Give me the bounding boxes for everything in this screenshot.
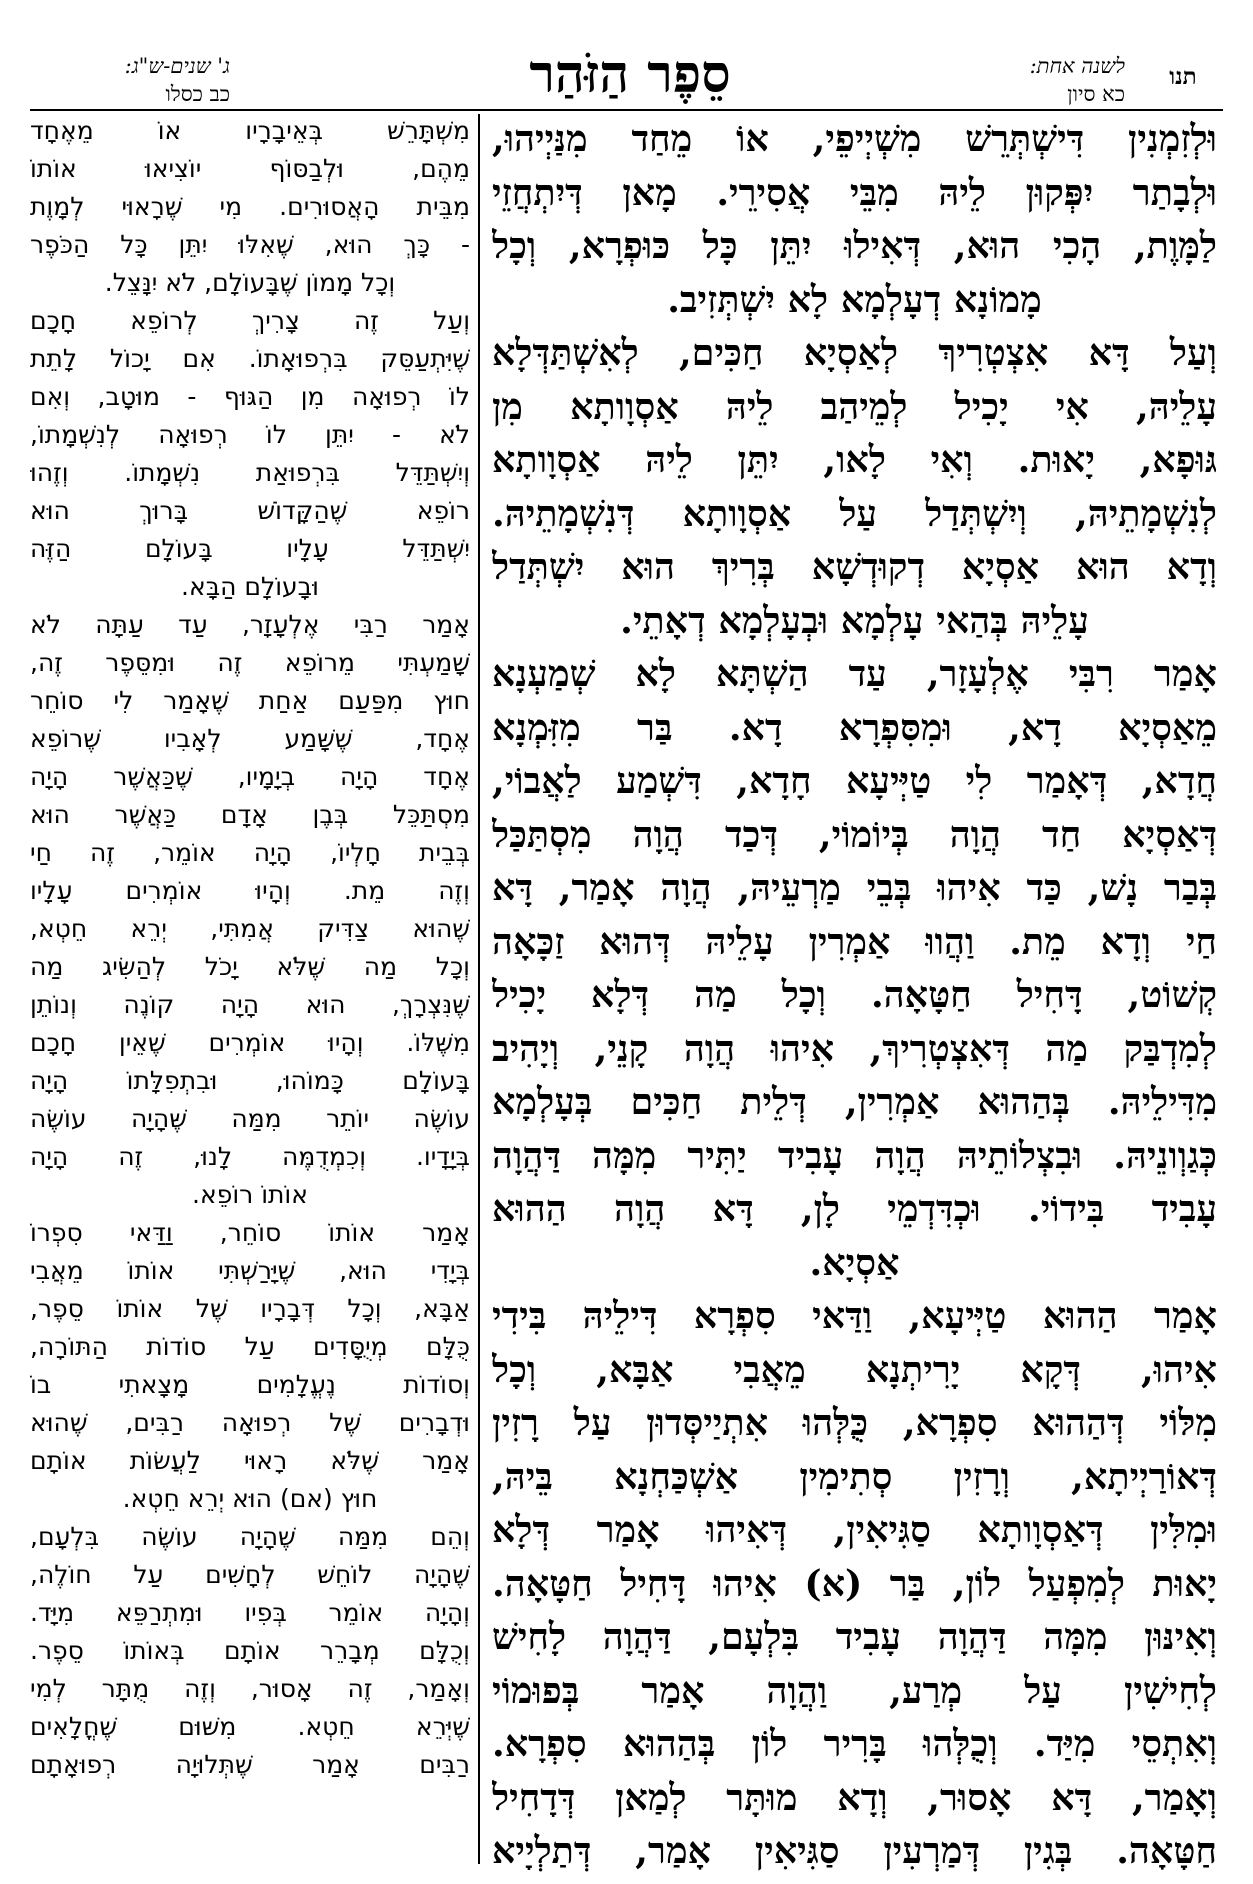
aramaic-text-line: דְּאַסְיָא חַד הֲוָה בְּיוֹמוֹי, דְּכַד הֲוָה מִסְתַּכַּל — [492, 812, 1217, 856]
hebrew-text-line: מֵהֶם, וּלְבַסּוֹף יוֹצִיאוּ אוֹתוֹ — [30, 154, 470, 183]
aramaic-paragraph — [492, 1610, 1217, 1872]
hebrew-text-line: אָמַר שֶׁלֹּא רָאוּי לַעֲשׂוֹת אוֹתָם — [30, 1446, 470, 1475]
aramaic-text-line: עָלֵיהּ, אִי יָכִיל לְמֵיהַב לֵיהּ אַסְוָותָא מִן — [492, 384, 1217, 428]
hebrew-text-line: וְעַל זֶה צָרִיךְ לְרוֹפֵא חָכָם — [30, 306, 470, 335]
aramaic-text-column — [492, 112, 1217, 1872]
hebrew-text-line: מִשְׁתָּרֵשׁ בְּאֵיבָרָיו אוֹ מֵאֶחָד — [30, 116, 470, 145]
aramaic-text-line: דְּאוֹרַיְיתָא, וְרָזִין סְתִימִין אַשְׁכַּחְנָא בֵּיהּ, — [492, 1454, 1217, 1498]
hebrew-text-line: וְהָיָה אוֹמֵר בְּפִיו וּמִתְרַפֵּא מִיָּד. — [30, 1598, 470, 1627]
aramaic-text-line: קְשׁוֹט, דָּחִיל חַטָּאָה. וְכָל מַה דְּלָא יָכִיל — [492, 973, 1217, 1016]
daily-study-date-three-years: כב כסלו — [165, 82, 230, 106]
aramaic-text-line: וּלְזִמְנִין דִּישְׁתְּרֵשׁ מִשְׁיְיפֵי, אוֹ מֵחַד מִנַּיְיהוּ, — [492, 117, 1217, 160]
aramaic-text-line: חֲדָא, דְּאָמַר לִי טַיְּיעָא חָדָא, דִּשְׁמַע לַאֲבוֹי, — [492, 759, 1217, 802]
aramaic-text-line: וְדָא הוּא אַסְיָא דְקוּדְשָׁא בְּרִיךְ הוּא יִשְׁתְּדַל — [492, 545, 1217, 588]
hebrew-translation-column — [30, 112, 470, 1872]
hebrew-text-line: וּדְבָרִים שֶׁל רְפוּאָה רַבִּים, שֶׁהוּא — [30, 1408, 470, 1437]
hebrew-text-line: מִבֵּית הָאֲסוּרִים. מִי שֶׁרָאוּי לְמָוֶת — [30, 192, 470, 221]
daily-study-label-three-years: ג' שנים-ש"ג: — [124, 54, 230, 78]
hebrew-paragraph — [30, 1214, 470, 1518]
hebrew-text-line: וְכָל מַה שֶּׁלֹּא יָכֹל לְהַשִּׂיג מַה — [30, 952, 470, 981]
hebrew-text-line: שֶׁיִּתְעַסֵּק בִּרְפוּאָתוֹ. אִם יָכוֹל לָתֵת — [30, 344, 470, 373]
hebrew-text-line: כֻּלָּם מְיֻסָּדִים עַל סוֹדוֹת הַתּוֹרָה, — [30, 1332, 470, 1361]
hebrew-text-line: וְהֵם מִמַּה שֶׁהָיָה עוֹשֶׂה בִּלְעָם, — [30, 1522, 470, 1551]
hebrew-paragraph — [30, 112, 470, 302]
hebrew-text-line: וְזֶה מֵת. וְהָיוּ אוֹמְרִים עָלָיו — [30, 876, 470, 905]
aramaic-text-line: אִיהוּ, דְּקָא יָרִיתְנָא מֵאֲבִי אַבָּא, וְכָל — [492, 1347, 1217, 1391]
hebrew-text-line: שֶׁהוּא צַדִּיק אֲמִתִּי, יְרֵא חֵטְא, — [30, 914, 470, 943]
hebrew-text-line: אָמַר אוֹתוֹ סוֹחֵר, וַדַּאי סִפְרוֹ — [30, 1218, 470, 1247]
hebrew-text-line: לֹא - יִתֵּן לוֹ רְפוּאָה לְנִשְׁמָתוֹ, — [30, 420, 470, 449]
aramaic-text-line: וְאִתְסֵי מִיַּד. וְכֻלְּהוּ בָּרִיר לוֹן בְּהַהוּא סִפְרָא. — [492, 1722, 1217, 1765]
aramaic-text-line: מֵאַסְיָא דָא, וּמִסִּפְרָא דָא. בַּר מִזִּמְנָא — [492, 705, 1217, 749]
aramaic-text-line: מִדִּילֵיהּ. בְּהַהוּא אַמְרִין, דְּלֵית חַכִּים בְּעָלְמָא — [492, 1080, 1217, 1123]
hebrew-text-line: יִשְׁתַּדֵּל עָלָיו בָּעוֹלָם הַזֶּה — [30, 534, 470, 563]
aramaic-text-line: לְחִישִׁין עַל מְרַע, וַהֲוָה אָמַר בְּפוּמוֹי — [492, 1668, 1217, 1712]
hebrew-text-line: חוּץ מִפַּעַם אַחַת שֶׁאָמַר לִי סוֹחֵר — [30, 686, 470, 715]
aramaic-paragraph — [492, 647, 1217, 1289]
hebrew-text-line: בָּעוֹלָם כָּמוֹהוּ, וּבִתְפִלָּתוֹ הָיָה — [30, 1066, 470, 1095]
aramaic-text-line: יָאוּת לְמִפְעַל לוֹן, בַּר (א) אִיהוּ דָּחִיל חַטָּאָה. — [492, 1561, 1217, 1605]
aramaic-paragraph — [492, 1289, 1217, 1610]
aramaic-text-line: בְּבַר נָשׁ, כַּד אִיהוּ בְּבֵי מַרְעֵיהּ, הֲוָה אָמַר, דָּא — [492, 866, 1217, 909]
hebrew-text-line: אוֹתוֹ רוֹפֵא. — [192, 1180, 308, 1209]
hebrew-text-line: רַבִּים אָמַר שֶׁתְּלוּיָה רְפוּאָתָם — [30, 1750, 470, 1779]
aramaic-text-line: מִלּוֹי דְּהַהוּא סִפְרָא, כֻּלְּהוּ אִתְיַיסְּדוּן עַל רָזִין — [492, 1401, 1217, 1444]
page-number: תנו — [1169, 63, 1197, 90]
aramaic-text-line: לְמִדְבַּק מַה דְּאִצְטְרִיךְ, אִיהוּ הֲוָה קָנֵי, וְיָהִיב — [492, 1026, 1217, 1070]
aramaic-text-line: וְאִינּוּן מִמָּה דַּהֲוָה עָבִיד בִּלְעָם, דַּהֲוָה לָחִישׁ — [492, 1615, 1217, 1658]
aramaic-text-line: וּלְבָתַר יִפְּקוּן לֵיהּ מִבֵּי אֲסִירֵי. מָאן דְּיִתְחֲזֵי — [492, 170, 1217, 214]
aramaic-text-line: חַי וְדָא מֵת. וַהֲווּ אַמְרִין עָלֵיהּ דְּהוּא זַכָּאָה — [492, 919, 1217, 963]
aramaic-text-line: גּוּפָא, יָאוּת. וְאִי לָאו, יִתֵּן לֵיהּ אַסְוָותָא — [492, 438, 1217, 481]
hebrew-text-line: וְאָמַר, זֶה אָסוּר, וְזֶה מֻתָּר לְמִי — [30, 1674, 470, 1703]
aramaic-text-line: לְנִשְׁמָתֵיהּ, וְיִשְׁתְּדַל עַל אַסְוָותָא דְּנִשְׁמָתֵיהּ. — [492, 491, 1217, 535]
hebrew-text-line: אַבָּא, וְכָל דְּבָרָיו שֶׁל אוֹתוֹ סֵפֶר, — [30, 1294, 470, 1323]
aramaic-text-line: אַסְיָא. — [809, 1240, 900, 1284]
daily-study-date-one-year: כא סיון — [1067, 82, 1125, 106]
hebrew-text-line: שֶּׁנִּצְרָךְ, הוּא הָיָה קוֹנֶה וְנוֹתֵן — [30, 990, 470, 1019]
hebrew-paragraph — [30, 302, 470, 606]
daily-study-label-one-year: לשנה אחת: — [1029, 54, 1125, 78]
hebrew-text-line: בְּיָדָיו. וְכִמְדֻמֶּה לָנוּ, זֶה הָיָה — [30, 1142, 470, 1171]
hebrew-text-line: רוֹפֵא שֶׁהַקָּדוֹשׁ בָּרוּךְ הוּא — [30, 496, 470, 525]
hebrew-text-line: וּבָעוֹלָם הַבָּא. — [181, 572, 319, 601]
hebrew-text-line: בְּבֵית חָלְיוֹ, הָיָה אוֹמֵר, זֶה חַי — [30, 838, 470, 867]
hebrew-text-line: אָמַר רַבִּי אֶלְעָזָר, עַד עַתָּה לֹא — [30, 610, 470, 639]
hebrew-text-line: וְיִשְׁתַּדֵּל בִּרְפוּאַת נִשְׁמָתוֹ. וְזֶהוּ — [30, 458, 470, 487]
hebrew-text-line: וְסוֹדוֹת נֶעֱלָמִים מָצָאתִי בוֹ — [30, 1370, 470, 1399]
header-rule — [30, 109, 1223, 111]
aramaic-text-line: וְעַל דָּא אִצְטְרִיךְ לְאַסְיָא חַכִּים, לְאִשְׁתַּדְּלָא — [492, 331, 1217, 374]
aramaic-text-line: לַמָּוֶת, הָכִי הוּא, דְּאִילוּ יִתֵּן כָּל כּוּפְרָא, וְכָל — [492, 224, 1217, 267]
aramaic-text-line: וְאָמַר, דָּא אָסוּר, וְדָא מוּתָּר לְמַאן דְּדָחִיל — [492, 1775, 1217, 1819]
hebrew-text-line: בְּיָדִי הוּא, שֶׁיָּרַשְׁתִּי אוֹתוֹ מֵאֲבִי — [30, 1256, 470, 1285]
hebrew-text-line: אֶחָד הָיָה בְיָמָיו, שֶׁכַּאֲשֶׁר הָיָה — [30, 762, 470, 791]
aramaic-text-line: כְּגַוְונֵיהּ. וּבִצְלוֹתֵיהּ הֲוָה עָבִיד יַתִּיר מִמָּה דַּהֲוָה — [492, 1133, 1217, 1177]
book-title: סֵפֶר הַזֹּהַר — [529, 44, 731, 105]
aramaic-paragraph — [492, 112, 1217, 326]
column-divider — [478, 114, 480, 1864]
hebrew-text-line: אֶחָד, שֶׁשָּׁמַע לְאָבִיו שֶׁרוֹפֵא — [30, 724, 470, 753]
hebrew-paragraph — [30, 1518, 470, 1784]
hebrew-text-line: עוֹשֶׂה יוֹתֵר מִמַּה שֶּׁהָיָה עוֹשֶׂה — [30, 1104, 470, 1133]
hebrew-text-line: וְכֻלָּם מְבָרֵר אוֹתָם בְּאוֹתוֹ סֵפֶר. — [30, 1636, 470, 1665]
aramaic-text-line: עָלֵיהּ בְּהַאי עָלְמָא וּבְעָלְמָא דְאָתֵי. — [620, 598, 1089, 642]
hebrew-text-line: שֶׁיְּרֵא חֵטְא. מִשּׁוּם שֶׁחֳלָאִים — [30, 1712, 470, 1741]
hebrew-text-line: חוּץ (אם) הוּא יְרֵא חֵטְא. — [122, 1484, 378, 1513]
hebrew-text-line: שָׁמַעְתִּי מֵרוֹפֵא זֶה וּמִסֵּפֶר זֶה, — [30, 648, 470, 677]
aramaic-text-line: מָמוֹנָא דְעָלְמָא לָא יִשְׁתְּזִיב. — [667, 277, 1042, 321]
aramaic-text-line: עָבִיד בִּידוֹי. וּכְדִּדְמֵי לָן, דָּא הֲוָה הַהוּא — [492, 1187, 1217, 1230]
hebrew-text-line: מִשֶּׁלּוֹ. וְהָיוּ אוֹמְרִים שֶׁאֵין חָכָם — [30, 1028, 470, 1057]
aramaic-text-line: וּמִלִּין דְּאַסְוָותָא סַגִּיאִין, דְּאִיהוּ אָמַר דְּלָא — [492, 1508, 1217, 1551]
hebrew-text-line: שֶׁהָיָה לוֹחֵשׁ לְחָשִׁים עַל חוֹלֶה, — [30, 1560, 470, 1589]
hebrew-text-line: וְכָל מָמוֹן שֶׁבָּעוֹלָם, לֹא יִנָּצֵל. — [104, 268, 396, 297]
aramaic-text-line: חַטָּאָה. בְּגִין דְּמַרְעִין סַגִּיאִין אָמַר, דְּתַלְיָיא — [492, 1829, 1217, 1872]
hebrew-text-line: לוֹ רְפוּאָה מִן הַגּוּף - מוּטָב, וְאִם — [30, 382, 470, 411]
aramaic-text-line: אָמַר הַהוּא טַיְּיעָא, וַדַּאי סִפְרָא דִּילֵיהּ בִּידִי — [492, 1294, 1217, 1337]
hebrew-paragraph — [30, 606, 470, 1214]
aramaic-paragraph — [492, 326, 1217, 647]
aramaic-text-line: אָמַר רִבִּי אֶלְעָזָר, עַד הַשְׁתָּא לָא שְׁמַעְנָא — [492, 652, 1217, 695]
hebrew-text-line: מִסְתַּכֵּל בְּבֶן אָדָם כַּאֲשֶׁר הוּא — [30, 800, 470, 829]
hebrew-text-line: - כָּךְ הוּא, שֶׁאִלּוּ יִתֵּן כָּל הַכֹּפֶר — [30, 230, 470, 259]
